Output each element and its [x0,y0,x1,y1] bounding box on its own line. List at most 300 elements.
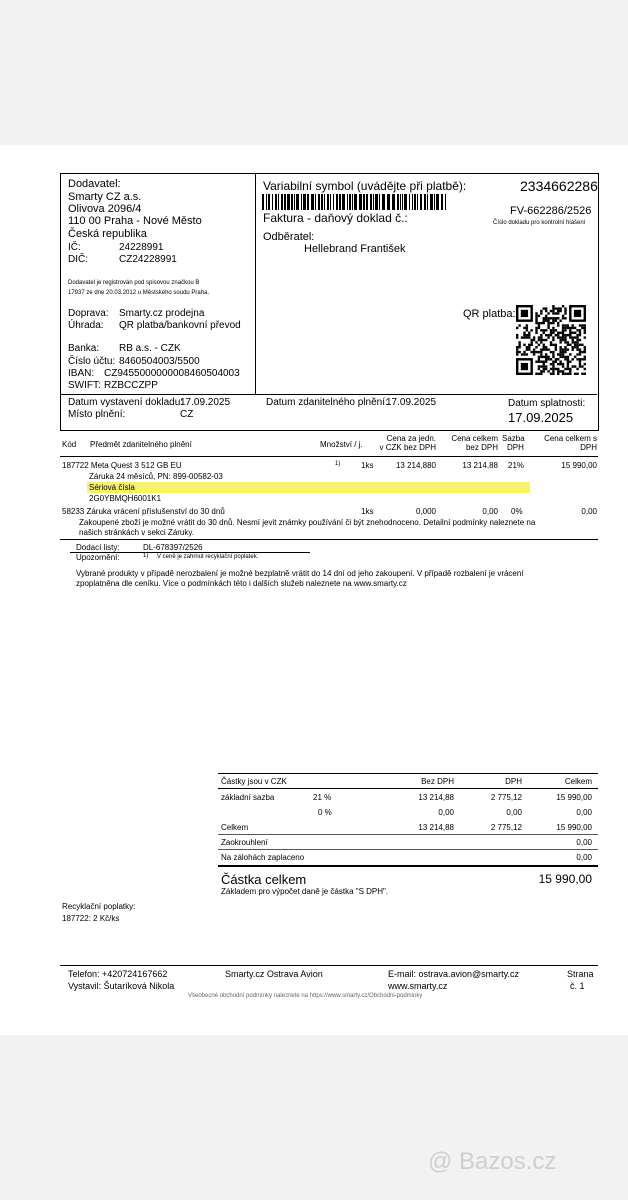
qr-module [564,329,566,331]
qr-module [579,353,581,355]
barcode-bar [366,194,368,210]
taxable-date: 17.09.2025 [386,397,437,408]
qr-module [533,351,535,353]
dates-divider [61,394,597,395]
barcode-bar [387,194,390,210]
qr-module [547,324,549,326]
qr-module [569,370,571,372]
col-unit-price-1: Cena za jedn. [386,434,436,443]
qr-finder [521,363,528,370]
qr-module [545,329,547,331]
qr-module [543,339,545,341]
barcode-bar [349,194,351,210]
account-label: Číslo účtu: [68,356,116,367]
qr-module [540,348,542,350]
qr-module [540,310,542,312]
qr-module [581,324,583,326]
row2-desc-2: našich stránkách v sekci Záruky. [79,528,195,537]
qr-module [567,368,569,370]
row2-gross: 0,00 [581,507,597,516]
qr-module [552,332,554,334]
qr-module [557,373,559,375]
qr-module [552,373,554,375]
qr-module [540,341,542,343]
qr-module [543,346,545,348]
qr-module [535,351,537,353]
variable-symbol-label: Variabilní symbol (uvádějte při platbě): [263,179,467,193]
qr-module [572,365,574,367]
issue-date-label: Datum vystavení dokladu: [68,397,184,408]
qr-module [521,353,523,355]
qr-module [581,365,583,367]
col-qty: Množství / j. [320,440,363,449]
qr-module [518,351,520,353]
qr-module [545,310,547,312]
qr-module [567,327,569,329]
qr-module [516,346,518,348]
delivery-value: DL-678397/2526 [143,543,203,552]
qr-module [564,312,566,314]
qr-module [557,370,559,372]
qr-module [572,332,574,334]
rounding-value: 0,00 [576,838,592,847]
qr-module [584,351,586,353]
qr-module [579,365,581,367]
summary-row3-total: 15 990,00 [556,823,592,832]
barcode-bar [284,194,286,210]
qr-module [584,368,586,370]
barcode-bar [417,194,418,210]
qr-module [540,336,542,338]
qr-module [559,361,561,363]
barcode-bar [339,194,341,210]
qr-module [557,317,559,319]
qr-module [552,307,554,309]
qr-module [564,368,566,370]
qr-module [552,344,554,346]
qr-module [526,348,528,350]
qr-module [562,329,564,331]
qr-module [559,353,561,355]
shipping-label: Doprava: [68,308,109,319]
qr-module [538,344,540,346]
barcode-bar [379,194,380,210]
barcode-bar [333,194,334,210]
qr-module [543,356,545,358]
qr-module [559,363,561,365]
summary-row1-vat: 2 775,12 [490,793,522,802]
qr-module [550,344,552,346]
qr-module [562,356,564,358]
qr-module [584,336,586,338]
qr-module [538,339,540,341]
qr-module [516,351,518,353]
place-label: Místo plnění: [68,409,126,420]
qr-module [584,373,586,375]
qr-module [584,327,586,329]
qr-module [535,341,537,343]
qr-module [567,334,569,336]
footer-issued-by: Vystavil: Šutaríková Nikola [68,981,175,991]
qr-module [564,351,566,353]
qr-module [564,346,566,348]
qr-module [559,339,561,341]
qr-module [545,353,547,355]
serial-highlight [87,482,530,493]
customer-label: Odběratel: [263,231,315,243]
qr-module [555,319,557,321]
qr-label: QR platba: [463,308,516,320]
qr-module [538,351,540,353]
qr-module [562,339,564,341]
qr-module [528,334,530,336]
col-rate-1: Sazba [502,434,525,443]
qr-module [579,348,581,350]
qr-module [564,334,566,336]
qr-module [543,368,545,370]
qr-module [552,363,554,365]
qr-module [552,327,554,329]
qr-module [576,373,578,375]
footer-page-num: č. 1 [570,981,585,991]
qr-module [540,365,542,367]
summary-row1-label: základní sazba [221,793,275,802]
qr-module [557,358,559,360]
recycling-item: 187722: 2 Kč/ks [62,914,120,923]
col-code: Kód [62,440,77,449]
qr-module [540,351,542,353]
qr-module [576,329,578,331]
qr-module [552,312,554,314]
qr-module [533,339,535,341]
qr-module [526,327,528,329]
qr-module [545,358,547,360]
supplier-street: Olivova 2096/4 [68,203,142,215]
qr-module [545,317,547,319]
barcode-bar [424,194,426,210]
qr-module [530,341,532,343]
qr-module [555,346,557,348]
return-text-1: Vybrané produkty v případě nerozbalení je možné bezplatně vrátit do 14 dní od jeho zakoupení. V případě rozbalení je vrácení [76,569,524,578]
qr-module [584,348,586,350]
customer-name: Hellebrand František [304,243,406,255]
qr-module [576,339,578,341]
qr-module [579,351,581,353]
qr-module [538,373,540,375]
iban-value: CZ9455000000008460504003 [104,368,240,379]
qr-module [557,332,559,334]
summary-total-line [218,865,598,867]
qr-module [550,332,552,334]
qr-module [545,368,547,370]
qr-module [574,327,576,329]
qr-module [552,356,554,358]
qr-module [567,348,569,350]
watermark: @ Bazos.cz [428,1148,557,1175]
qr-module [562,327,564,329]
qr-module [533,348,535,350]
barcode-bar [430,194,433,210]
qr-module [564,307,566,309]
advances-value: 0,00 [576,853,592,862]
qr-module [530,339,532,341]
qr-module [528,344,530,346]
qr-module [526,324,528,326]
qr-module [572,341,574,343]
qr-module [555,312,557,314]
qr-module [559,351,561,353]
qr-module [550,358,552,360]
qr-module [543,361,545,363]
barcode-bar [287,194,290,210]
qr-module [576,344,578,346]
summary-row-line-1 [218,834,598,835]
qr-module [555,358,557,360]
barcode-bar [402,194,403,210]
qr-module [557,310,559,312]
qr-module [540,373,542,375]
barcode-bar [315,194,316,210]
qr-module [555,344,557,346]
qr-module [550,310,552,312]
qr-module [523,344,525,346]
qr-module [552,368,554,370]
qr-module [579,334,581,336]
qr-module [528,346,530,348]
qr-module [552,370,554,372]
qr-module [572,339,574,341]
footer-email: E-mail: ostrava.avion@smarty.cz [388,969,520,979]
qr-module [559,319,561,321]
qr-module [543,307,545,309]
qr-module [569,344,571,346]
qr-module [547,327,549,329]
summary-row3-vat: 2 775,12 [490,823,522,832]
qr-module [576,368,578,370]
shipping-value: Smarty.cz prodejna [119,308,205,319]
qr-module [543,332,545,334]
qr-module [559,370,561,372]
ic-label: IČ: [68,242,81,253]
qr-module [576,341,578,343]
qr-module [545,315,547,317]
qr-module [543,329,545,331]
qr-finder [574,310,581,317]
qr-module [535,327,537,329]
qr-module [574,356,576,358]
qr-module [581,327,583,329]
qr-module [564,310,566,312]
qr-module [535,373,537,375]
qr-module [538,315,540,317]
qr-module [543,344,545,346]
qr-module [516,334,518,336]
summary-h-net: Bez DPH [421,777,454,786]
qr-module [576,358,578,360]
summary-top-line [218,773,598,774]
qr-module [526,336,528,338]
summary-h-vat: DPH [505,777,522,786]
qr-module [562,370,564,372]
qr-module [581,358,583,360]
qr-module [569,336,571,338]
qr-module [581,344,583,346]
barcode-bar [412,194,413,210]
qr-module [550,368,552,370]
barcode-bar [352,194,353,210]
qr-module [547,336,549,338]
qr-module [584,329,586,331]
barcode-bar [327,194,329,210]
qr-module [574,341,576,343]
qr-module [562,334,564,336]
qr-module [538,324,540,326]
barcode-bar [281,194,283,210]
qr-module [540,329,542,331]
barcode-bar [397,194,399,210]
qr-module [584,363,586,365]
qr-module [547,312,549,314]
qr-module [552,336,554,338]
row1-unit: 13 214,880 [395,461,436,470]
qr-module [562,365,564,367]
qr-module [562,373,564,375]
barcode-bar [436,194,439,210]
col-total-gross-2: DPH [580,443,597,452]
taxable-date-label: Datum zdanitelného plnění: [266,397,388,408]
delivery-label: Dodací listy: [76,543,120,552]
qr-module [572,336,574,338]
barcode-bar [262,194,264,210]
qr-module [547,319,549,321]
qr-code-icon [516,305,586,375]
qr-module [538,336,540,338]
qr-module [550,322,552,324]
qr-module [535,319,537,321]
barcode-bar [347,194,348,210]
qr-module [523,332,525,334]
qr-module [530,329,532,331]
row1-serial-label: Sériová čísla [89,483,135,492]
qr-module [543,319,545,321]
qr-module [516,336,518,338]
summary-row2-net: 0,00 [438,808,454,817]
qr-module [530,344,532,346]
qr-module [555,361,557,363]
rounding-label: Zaokrouhlení [221,838,268,847]
barcode-bar [359,194,362,210]
qr-module [552,329,554,331]
qr-module [552,361,554,363]
qr-module [526,334,528,336]
qr-module [559,310,561,312]
qr-module [559,346,561,348]
summary-h-total: Celkem [564,777,592,786]
barcode-bar [375,194,378,210]
barcode-bar [373,194,374,210]
invoice-number: FV-662286/2526 [510,205,592,217]
qr-module [535,317,537,319]
warning-num: 1) [143,553,149,559]
barcode-bar [420,194,422,210]
qr-module [569,334,571,336]
summary-row3-net: 13 214,88 [418,823,454,832]
summary-row3-label: Celkem [221,823,249,832]
qr-module [574,346,576,348]
qr-module [545,334,547,336]
qr-module [562,317,564,319]
footer-line [60,965,598,966]
swift-value: RZBCCZPP [104,380,158,391]
qr-module [523,334,525,336]
qr-module [579,324,581,326]
qr-module [528,332,530,334]
qr-module [579,339,581,341]
qr-module [516,353,518,355]
place-value: CZ [180,409,194,420]
qr-module [574,344,576,346]
qr-module [540,361,542,363]
qr-module [535,322,537,324]
qr-module [547,356,549,358]
qr-module [521,336,523,338]
qr-module [533,336,535,338]
qr-module [572,348,574,350]
qr-module [518,324,520,326]
qr-module [543,322,545,324]
header-divider [255,174,256,394]
qr-module [528,336,530,338]
footer-page-label: Strana [567,969,594,979]
due-date-label: Datum splatnosti: [508,398,586,409]
supplier-heading: Dodavatel: [68,178,121,190]
row1-code-name: 187722 Meta Quest 3 512 GB EU [62,461,182,470]
qr-module [562,363,564,365]
qr-module [530,351,532,353]
barcode-bar [294,194,295,210]
qr-module [552,339,554,341]
qr-module [564,348,566,350]
barcode-bar [303,194,306,210]
advances-label: Na zálohách zaplaceno [221,853,305,862]
qr-module [540,370,542,372]
qr-module [547,322,549,324]
qr-module [540,322,542,324]
invoice-number-note: Číslo dokladu pro kontrolní hlášení [493,220,586,226]
qr-module [576,348,578,350]
barcode-bar [414,194,416,210]
qr-module [579,329,581,331]
qr-module [562,324,564,326]
qr-module [538,365,540,367]
qr-module [545,319,547,321]
qr-module [569,332,571,334]
qr-module [557,322,559,324]
iban-label: IBAN: [68,368,95,379]
summary-row2-rate: 0 % [318,808,332,817]
qr-module [538,361,540,363]
base-note: Základem pro výpočet daně je částka "S DPH". [221,887,389,896]
dic-value: CZ24228991 [119,254,177,265]
qr-module [569,353,571,355]
warning-text: V ceně je zahrnut recyklační poplatek. [157,554,259,560]
col-rate-2: DPH [507,443,524,452]
qr-module [562,332,564,334]
row1-note: 1) [335,461,341,467]
barcode-bar [272,194,273,210]
qr-module [552,305,554,307]
col-unit-price-2: v CZK bez DPH [379,443,436,452]
